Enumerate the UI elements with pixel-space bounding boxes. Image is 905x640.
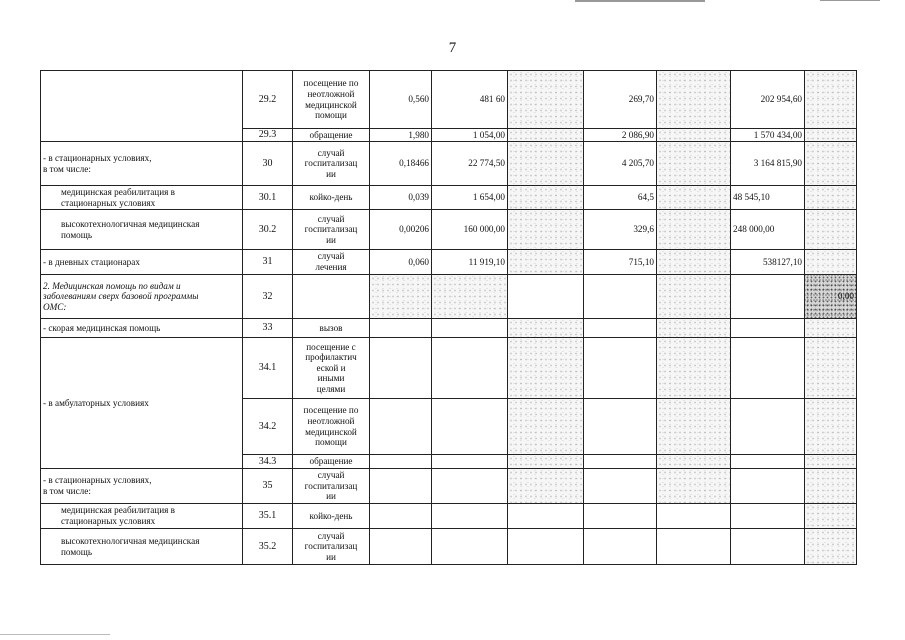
empty-cell [370,529,432,565]
row-number: 35 [243,469,293,504]
row-unit: посещение по неотложной медицинской помощи [293,71,370,129]
row-label: медицинская реабилитация в стационарных условиях [41,186,243,210]
shaded-cell [657,399,731,455]
shaded-cell [805,129,857,142]
volume-cell: 0,039 [370,186,432,210]
shaded-cell [657,129,731,142]
row-label: - в стационарных условиях, в том числе: [41,142,243,186]
shaded-cell [508,338,584,399]
shaded-cell [805,338,857,399]
empty-cell [584,455,657,469]
empty-cell [731,469,805,504]
cost-cell: 22 774,50 [432,142,508,186]
shaded-cell [657,71,731,129]
empty-cell [584,319,657,338]
per-capita-cell: 64,5 [584,186,657,210]
empty-cell [731,338,805,399]
empty-cell [584,338,657,399]
row-unit: случай госпитализац ии [293,210,370,250]
row-unit: случай госпитализац ии [293,142,370,186]
row-unit: посещение по неотложной медицинской помощи [293,399,370,455]
empty-cell [432,338,508,399]
empty-cell [584,399,657,455]
shaded-cell [657,338,731,399]
row-unit: койко-день [293,504,370,529]
row-number: 30.1 [243,186,293,210]
shaded-cell [805,319,857,338]
shaded-cell [508,469,584,504]
row-number: 35.1 [243,504,293,529]
row-label: медицинская реабилитация в стационарных условиях [41,504,243,529]
empty-cell [370,455,432,469]
empty-cell [731,399,805,455]
table-row [41,529,857,565]
table-row [41,250,857,275]
shaded-cell [508,129,584,142]
row-label: высокотехнологичная медицинская помощь [41,210,243,250]
shaded-cell [432,275,508,319]
row-number: 32 [243,275,293,319]
shaded-cell [508,250,584,275]
shaded-cell [805,142,857,186]
row-number: 34.3 [243,455,293,469]
cost-cell: 11 919,10 [432,250,508,275]
shaded-cell [805,469,857,504]
empty-cell [657,504,731,529]
empty-cell [584,275,657,319]
shaded-cell [508,186,584,210]
row-unit: посещение с профилактич еской и иными целями [293,338,370,399]
shaded-cell [657,319,731,338]
volume-cell: 0,560 [370,71,432,129]
shaded-cell [657,469,731,504]
row-label: - скорая медицинская помощь [41,319,243,338]
empty-cell [508,275,584,319]
cost-cell: 1 654,00 [432,186,508,210]
total-cell: 1 570 434,00 [731,129,805,142]
row-number: 33 [243,319,293,338]
table-row [41,338,857,399]
row-unit: обращение [293,129,370,142]
empty-cell [432,399,508,455]
row-number: 34.1 [243,338,293,399]
empty-cell [370,504,432,529]
empty-cell [731,275,805,319]
row-label [41,71,243,142]
shaded-cell [657,275,731,319]
shaded-cell [805,529,857,565]
empty-cell [508,504,584,529]
shaded-cell [805,399,857,455]
empty-cell [508,529,584,565]
row-number: 30.2 [243,210,293,250]
row-number: 31 [243,250,293,275]
shaded-cell [370,275,432,319]
shaded-cell [805,455,857,469]
row-number: 35.2 [243,529,293,565]
shaded-cell [508,319,584,338]
row-unit: койко-день [293,186,370,210]
empty-cell [370,319,432,338]
empty-cell [432,529,508,565]
shaded-cell [805,186,857,210]
shaded-cell [805,504,857,529]
row-number: 29.2 [243,71,293,129]
volume-cell: 0,00206 [370,210,432,250]
cost-cell: 160 000,00 [432,210,508,250]
total-cell: 248 000,00 [731,210,805,250]
row-label: - в амбулаторных условиях [41,338,243,469]
row-unit: обращение [293,455,370,469]
table-row [41,275,857,319]
shaded-cell [657,142,731,186]
shaded-cell [508,210,584,250]
volume-cost-table [40,70,857,565]
cost-cell: 1 054,00 [432,129,508,142]
shaded-cell [805,210,857,250]
shaded-cell [657,250,731,275]
empty-cell [432,469,508,504]
shaded-cell [657,186,731,210]
scan-artifact-top-right [820,0,880,1]
empty-cell [584,469,657,504]
per-capita-cell: 4 205,70 [584,142,657,186]
row-unit: случай госпитализац ии [293,529,370,565]
row-label: - в дневных стационарах [41,250,243,275]
shaded-cell [508,399,584,455]
empty-cell [432,319,508,338]
empty-cell [584,504,657,529]
total-cell: 48 545,10 [731,186,805,210]
empty-cell [731,504,805,529]
per-capita-cell: 329,6 [584,210,657,250]
row-unit: случай госпитализац ии [293,469,370,504]
empty-cell [731,529,805,565]
empty-cell [432,504,508,529]
shaded-cell [508,455,584,469]
per-capita-cell: 269,70 [584,71,657,129]
table-row [41,504,857,529]
shaded-cell [508,71,584,129]
volume-cell: 1,980 [370,129,432,142]
table-row [41,469,857,504]
row-unit: вызов [293,319,370,338]
empty-cell [370,338,432,399]
table-row [41,142,857,186]
row-number: 30 [243,142,293,186]
shaded-cell [805,250,857,275]
row-unit: случай лечения [293,250,370,275]
row-number: 29.3 [243,129,293,142]
row-label: 2. Медицинская помощь по видам и заболеваниям сверх базовой программы ОМС: [41,275,243,319]
total-cell: 202 954,60 [731,71,805,129]
total-cell: 0,00 [805,275,857,319]
empty-cell [731,455,805,469]
empty-cell [432,455,508,469]
empty-cell [731,319,805,338]
per-capita-cell: 715,10 [584,250,657,275]
row-unit [293,275,370,319]
cost-cell: 481 60 [432,71,508,129]
total-cell: 3 164 815,90 [731,142,805,186]
row-label: - в стационарных условиях, в том числе: [41,469,243,504]
shaded-cell [657,210,731,250]
table-row [41,186,857,210]
row-label: высокотехнологичная медицинская помощь [41,529,243,565]
volume-cell: 0,18466 [370,142,432,186]
per-capita-cell: 2 086,90 [584,129,657,142]
table-row [41,210,857,250]
empty-cell [584,529,657,565]
empty-cell [657,529,731,565]
shaded-cell [657,455,731,469]
empty-cell [370,399,432,455]
table-row [41,319,857,338]
shaded-cell [805,71,857,129]
row-number: 34.2 [243,399,293,455]
total-cell: 538127,10 [731,250,805,275]
empty-cell [370,469,432,504]
page-number: 7 [448,40,457,56]
table-row [41,71,857,129]
scan-artifact-bottom [0,634,110,635]
volume-cell: 0,060 [370,250,432,275]
scan-artifact-top [575,0,705,2]
shaded-cell [508,142,584,186]
